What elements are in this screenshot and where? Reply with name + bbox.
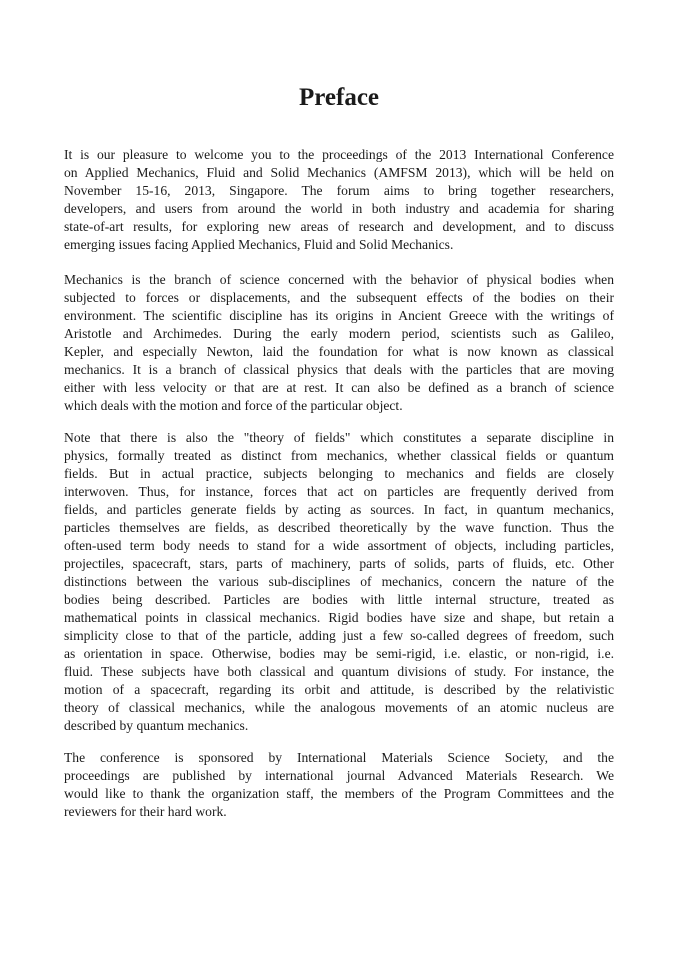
text-line: bodies being described. Particles are bodies with little internal structure, treated as <box>64 592 614 607</box>
paragraph-welcome <box>64 146 614 254</box>
text-line: mathematical points in classical mechanics. Rigid bodies have size and shape, but retain a <box>64 610 614 625</box>
text-line: as orientation in space. Otherwise, bodies may be semi-rigid, i.e. elastic, or non-rigid, i.e. <box>64 646 614 661</box>
text-line: fields. But in actual practice, subjects belonging to mechanics and fields are closely <box>64 466 614 481</box>
text-line: subjected to forces or displacements, and the subsequent effects of the bodies on their <box>64 290 614 305</box>
text-line: The conference is sponsored by International Materials Science Society, and the <box>64 750 614 765</box>
text-line: which deals with the motion and force of the particular object. <box>64 398 403 413</box>
text-line: Aristotle and Archimedes. During the early modern period, scientists such as Galileo, <box>64 326 614 341</box>
text-line: November 15-16, 2013, Singapore. The forum aims to bring together researchers, <box>64 183 614 198</box>
text-line: either with less velocity or that are at rest. It can also be defined as a branch of science <box>64 380 614 395</box>
text-line: environment. The scientific discipline has its origins in Ancient Greece with the writings of <box>64 308 614 323</box>
text-line: fluid. These subjects have both classical and quantum divisions of study. For instance, the <box>64 664 614 679</box>
text-line: Mechanics is the branch of science concerned with the behavior of physical bodies when <box>64 272 614 287</box>
text-line: emerging issues facing Applied Mechanics, Fluid and Solid Mechanics. <box>64 237 454 252</box>
text-line: reviewers for their hard work. <box>64 804 227 819</box>
text-line: mechanics. It is a branch of classical physics that deals with the particles that are moving <box>64 362 614 377</box>
text-line: distinctions between the various sub-disciplines of mechanics, concern the nature of the <box>64 574 614 589</box>
text-line: Kepler, and especially Newton, laid the foundation for what is now known as classical <box>64 344 614 359</box>
text-line: particles themselves are fields, as described theoretically by the wave function. Thus the <box>64 520 614 535</box>
text-line: developers, and users from around the world in both industry and academia for sharing <box>64 201 614 216</box>
text-line: fields, and particles generate fields by acting as sources. In fact, in quantum mechanics, <box>64 502 614 517</box>
text-line: interwoven. Thus, for instance, forces that act on particles are frequently derived from <box>64 484 614 499</box>
paragraph-sponsorship <box>64 749 614 821</box>
text-line: It is our pleasure to welcome you to the proceedings of the 2013 International Conference <box>64 147 614 162</box>
paragraph-theory-of-fields <box>64 429 614 735</box>
paragraph-mechanics <box>64 271 614 415</box>
text-line: state-of-art results, for exploring new areas of research and development, and to discuss <box>64 219 614 234</box>
text-line: theory of classical mechanics, while the analogous movements of an atomic nucleus are <box>64 700 614 715</box>
page-title: Preface <box>298 84 380 111</box>
text-line: often-used term body needs to stand for a wide assortment of objects, including particles, <box>64 538 614 553</box>
text-line: motion of a spacecraft, regarding its orbit and attitude, is described by the relativistic <box>64 682 614 697</box>
text-line: would like to thank the organization staff, the members of the Program Committees and the <box>64 786 614 801</box>
text-line: Note that there is also the "theory of fields" which constitutes a separate discipline in <box>64 430 614 445</box>
text-line: simplicity close to that of the particle, adding just a few so-called degrees of freedom, such <box>64 628 614 643</box>
text-line: projectiles, spacecraft, stars, parts of machinery, parts of solids, parts of fluids, etc. Other <box>64 556 614 571</box>
text-line: on Applied Mechanics, Fluid and Solid Mechanics (AMFSM 2013), which will be held on <box>64 165 614 180</box>
text-line: physics, formally treated as distinct from mechanics, whether classical fields or quantum <box>64 448 614 463</box>
text-line: proceedings are published by international journal Advanced Materials Research. We <box>64 768 614 783</box>
text-line: described by quantum mechanics. <box>64 718 249 733</box>
